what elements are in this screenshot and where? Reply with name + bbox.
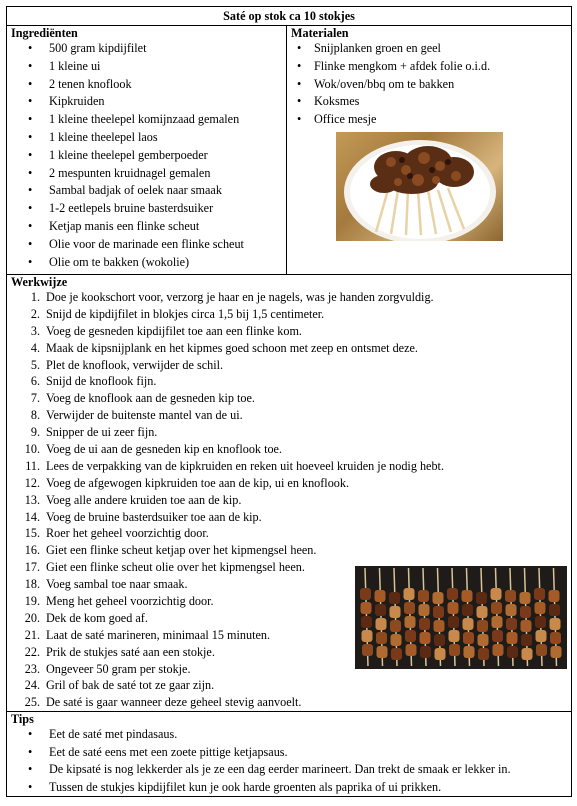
ingredient-item-text: 2 tenen knoflook <box>49 76 132 91</box>
meat-piece <box>462 604 473 616</box>
step-number: 9. <box>30 425 40 440</box>
step-number: 3. <box>30 323 40 338</box>
step-item-text: Gril of bak de saté tot ze gaar zijn. <box>46 678 215 693</box>
step-number: 22. <box>24 644 40 659</box>
meat-piece <box>549 590 560 602</box>
ingredient-item <box>7 254 286 272</box>
ingredient-item-text: Sambal badjak of oelek naar smaak <box>49 183 222 198</box>
meat-piece <box>478 634 489 646</box>
ingredient-item <box>7 58 286 76</box>
meat-piece <box>448 602 459 614</box>
step-item-text: Snijd de knoflook fijn. <box>46 374 157 389</box>
step-item-text: Snipper de ui zeer fijn. <box>46 425 158 440</box>
tip-item <box>7 761 571 779</box>
step-item <box>7 677 571 694</box>
meat-piece <box>420 632 431 644</box>
step-item-text: Voeg de ui aan de gesneden kip en knoflook toe. <box>46 442 283 457</box>
tip-item-text: Eet de saté met pindasaus. <box>49 727 178 742</box>
grilled-skewers-illustration <box>355 566 567 669</box>
tip-item-text: Eet de saté eens met een zoete pittige ketjapsaus. <box>49 744 288 759</box>
step-number: 20. <box>24 610 40 625</box>
ingredient-item-text: 2 mespunten kruidnagel gemalen <box>49 165 211 180</box>
meat-piece <box>362 630 373 642</box>
step-number: 15. <box>24 526 40 541</box>
step-number: 11. <box>25 458 40 473</box>
step-item-text: Laat de saté marineren, minimaal 15 minuten. <box>46 627 271 642</box>
material-item-text: Wok/oven/bbq om te bakken <box>314 76 455 91</box>
step-number: 19. <box>24 594 40 609</box>
ingredient-item-text: 1-2 eetlepels bruine basterdsuiker <box>49 201 214 216</box>
step-item-text: Roer het geheel voorzichtig door. <box>46 526 209 541</box>
recipe-table <box>6 6 572 797</box>
meat-piece <box>477 620 488 632</box>
ingredient-item-text: 1 kleine ui <box>49 58 101 73</box>
step-number: 23. <box>24 661 40 676</box>
step-item <box>7 694 571 711</box>
meat-piece <box>377 646 388 658</box>
ingredient-item-text: Kipkruiden <box>49 94 105 109</box>
method-heading: Werkwijze <box>11 275 68 289</box>
meat-piece <box>419 604 430 616</box>
material-item <box>287 76 571 94</box>
grilled-sate-photo <box>355 566 567 669</box>
meat-piece <box>507 632 518 644</box>
ingredient-item <box>7 218 286 236</box>
step-item-text: Snijd de kipdijfilet in blokjes circa 1,5 bij 1,5 centimeter. <box>46 306 325 321</box>
step-item <box>7 475 571 492</box>
meat-piece <box>520 606 531 618</box>
meat-piece <box>376 618 387 630</box>
step-item <box>7 289 571 306</box>
step-number: 14. <box>24 509 40 524</box>
step-item-text: Voeg de knoflook aan de gesneden kip toe. <box>46 391 255 406</box>
step-number: 25. <box>24 695 40 710</box>
step-item <box>7 323 571 340</box>
meat-piece <box>391 634 402 646</box>
sate-plate-photo <box>336 132 503 241</box>
meat-piece <box>434 634 445 646</box>
ingredient-item-text: Ketjap manis een flinke scheut <box>49 218 200 233</box>
meat-piece <box>361 602 372 614</box>
meat-piece <box>404 588 415 600</box>
step-item <box>7 458 571 475</box>
ingredient-item <box>7 200 286 218</box>
material-item <box>287 40 571 58</box>
ingredients-list <box>7 40 286 271</box>
meat-piece <box>492 616 503 628</box>
meat-piece <box>449 630 460 642</box>
meat-piece <box>505 590 516 602</box>
tips-cell <box>7 712 572 797</box>
step-item <box>7 373 571 390</box>
ingredient-item-text: 1 kleine theelepel laos <box>49 129 158 144</box>
step-item <box>7 306 571 323</box>
meat-piece <box>535 602 546 614</box>
step-item <box>7 542 571 559</box>
ingredient-item <box>7 93 286 111</box>
material-item-text: Office mesje <box>314 112 377 127</box>
tips-list <box>7 726 571 796</box>
step-item <box>7 424 571 441</box>
step-number: 21. <box>24 627 40 642</box>
meat-piece <box>464 646 475 658</box>
meat-piece <box>361 616 372 628</box>
meat-piece <box>463 632 474 644</box>
step-number: 12. <box>24 475 40 490</box>
tip-item <box>7 726 571 744</box>
ingredient-item-text: Olie om te bakken (wokolie) <box>49 254 190 269</box>
step-number: 2. <box>30 306 40 321</box>
meat-piece <box>405 616 416 628</box>
material-item <box>287 111 571 129</box>
meat-piece <box>535 616 546 628</box>
meat-piece <box>506 604 517 616</box>
step-item-text: Doe je kookschort voor, verzorg je haar en je nagels, was je handen zorgvuldig. <box>46 290 434 304</box>
step-item-text: Voeg de afgewogen kipkruiden toe aan de kip, ui en knoflook. <box>46 475 350 490</box>
ingredient-item <box>7 40 286 58</box>
meat-piece <box>463 618 474 630</box>
step-item-text: Voeg de bruine basterdsuiker toe aan de kip. <box>46 509 262 524</box>
meat-piece <box>536 644 547 656</box>
step-item-text: Giet een flinke scheut olie over het kipmengsel heen. <box>46 560 305 575</box>
step-item-text: Lees de verpakking van de kipkruiden en reken uit hoeveel kruiden je nodig hebt. <box>46 458 444 473</box>
step-number: 17. <box>24 560 40 575</box>
step-item-text: Prik de stukjes saté aan een stokje. <box>46 644 215 659</box>
meat-piece <box>521 634 532 646</box>
meat-piece <box>550 618 561 630</box>
meat-piece <box>478 648 489 660</box>
meat-piece <box>536 630 547 642</box>
tip-item-text: Tussen de stukjes kipdijfilet kun je ook harde groenten als paprika of ui prikken. <box>49 779 442 794</box>
ingredient-item <box>7 129 286 147</box>
meat-piece <box>492 630 503 642</box>
meat-piece <box>507 646 518 658</box>
step-number: 1. <box>30 290 40 304</box>
meat-piece <box>549 604 560 616</box>
ingredient-item-text: 1 kleine theelepel gemberpoeder <box>49 147 208 162</box>
meat-piece <box>420 646 431 658</box>
meat-piece <box>390 620 401 632</box>
meat-piece <box>520 592 531 604</box>
ingredient-item-text: 1 kleine theelepel komijnzaad gemalen <box>49 112 240 127</box>
meat-piece <box>391 648 402 660</box>
step-item <box>7 357 571 374</box>
meat-piece <box>404 602 415 614</box>
step-item <box>7 407 571 424</box>
material-item-text: Koksmes <box>314 94 360 109</box>
step-item-text: Giet een flinke scheut ketjap over het kipmengsel heen. <box>46 543 317 558</box>
ingredient-item <box>7 147 286 165</box>
step-number: 8. <box>30 408 40 423</box>
step-item <box>7 390 571 407</box>
step-number: 18. <box>24 577 40 592</box>
tip-item-text: De kipsaté is nog lekkerder als je ze een dag eerder marineert. Dan trekt de smaak er lekker in. <box>49 762 511 777</box>
meat-piece <box>435 648 446 660</box>
step-number: 10. <box>24 442 40 457</box>
recipe-title: Saté op stok ca 10 stokjes <box>7 7 572 26</box>
meat-piece <box>433 592 444 604</box>
ingredient-item <box>7 76 286 94</box>
step-item <box>7 441 571 458</box>
step-item-text: Plet de knoflook, verwijder de schil. <box>46 357 224 372</box>
ingredients-heading: Ingrediënten <box>11 26 78 40</box>
step-number: 5. <box>30 357 40 372</box>
meat-piece <box>375 590 386 602</box>
ingredient-item-text: Olie voor de marinade een flinke scheut <box>49 236 244 251</box>
step-item-text: Voeg de gesneden kipdijfilet toe aan een flinke kom. <box>46 323 302 338</box>
materials-heading: Materialen <box>291 26 349 40</box>
step-item-text: Verwijder de buitenste mantel van de ui. <box>46 408 243 423</box>
meat-piece <box>522 648 533 660</box>
meat-piece <box>433 606 444 618</box>
material-item-text: Flinke mengkom + afdek folie o.i.d. <box>314 58 491 73</box>
material-item <box>287 93 571 111</box>
ingredients-cell <box>7 26 287 275</box>
step-item <box>7 492 571 509</box>
meat-piece <box>491 588 502 600</box>
meat-piece <box>550 632 561 644</box>
meat-piece <box>448 616 459 628</box>
materials-list <box>287 40 571 129</box>
meat-piece <box>375 604 386 616</box>
meat-piece <box>390 606 401 618</box>
meat-piece <box>447 588 458 600</box>
step-number: 7. <box>30 391 40 406</box>
step-item-text: De saté is gaar wanneer deze geheel stevig aanvoelt. <box>46 695 302 710</box>
step-item-text: Voeg sambal toe naar smaak. <box>46 577 188 592</box>
step-item-text: Meng het geheel voorzichtig door. <box>46 594 214 609</box>
meat-piece <box>462 590 473 602</box>
tip-item <box>7 779 571 797</box>
meat-piece <box>506 618 517 630</box>
meat-piece <box>534 588 545 600</box>
step-item <box>7 525 571 542</box>
meat-piece <box>405 630 416 642</box>
ingredient-item-text: 500 gram kipdijfilet <box>49 41 147 55</box>
step-number: 16. <box>24 543 40 558</box>
meat-piece <box>476 592 487 604</box>
step-item-text: Maak de kipsnijplank en het kipmes goed schoon met zeep en ontsmet deze. <box>46 340 418 355</box>
meat-piece <box>521 620 532 632</box>
step-item-text: Ongeveer 50 gram per stokje. <box>46 661 191 676</box>
meat-piece <box>389 592 400 604</box>
ingredient-item <box>7 111 286 129</box>
meat-piece <box>491 602 502 614</box>
materials-cell <box>287 26 572 275</box>
step-number: 13. <box>24 492 40 507</box>
meat-piece <box>477 606 488 618</box>
meat-piece <box>449 644 460 656</box>
meat-piece <box>418 590 429 602</box>
meat-piece <box>419 618 430 630</box>
meat-piece <box>362 644 373 656</box>
material-item <box>287 58 571 76</box>
meat-piece <box>434 620 445 632</box>
step-number: 24. <box>24 678 40 693</box>
ingredient-item <box>7 165 286 183</box>
sate-plate-illustration <box>336 132 503 241</box>
ingredient-item <box>7 182 286 200</box>
step-item <box>7 340 571 357</box>
meat-piece <box>493 644 504 656</box>
meat-piece <box>376 632 387 644</box>
step-item-text: Voeg alle andere kruiden toe aan de kip. <box>46 492 242 507</box>
ingredient-item <box>7 236 286 254</box>
step-item-text: Dek de kom goed af. <box>46 610 148 625</box>
material-item-text: Snijplanken groen en geel <box>314 41 441 55</box>
tip-item <box>7 744 571 762</box>
step-item <box>7 509 571 526</box>
meat-piece <box>551 646 562 658</box>
meat-piece <box>406 644 417 656</box>
step-number: 4. <box>30 340 40 355</box>
tips-heading: Tips <box>11 712 34 727</box>
meat-piece <box>360 588 371 600</box>
step-number: 6. <box>30 374 40 389</box>
